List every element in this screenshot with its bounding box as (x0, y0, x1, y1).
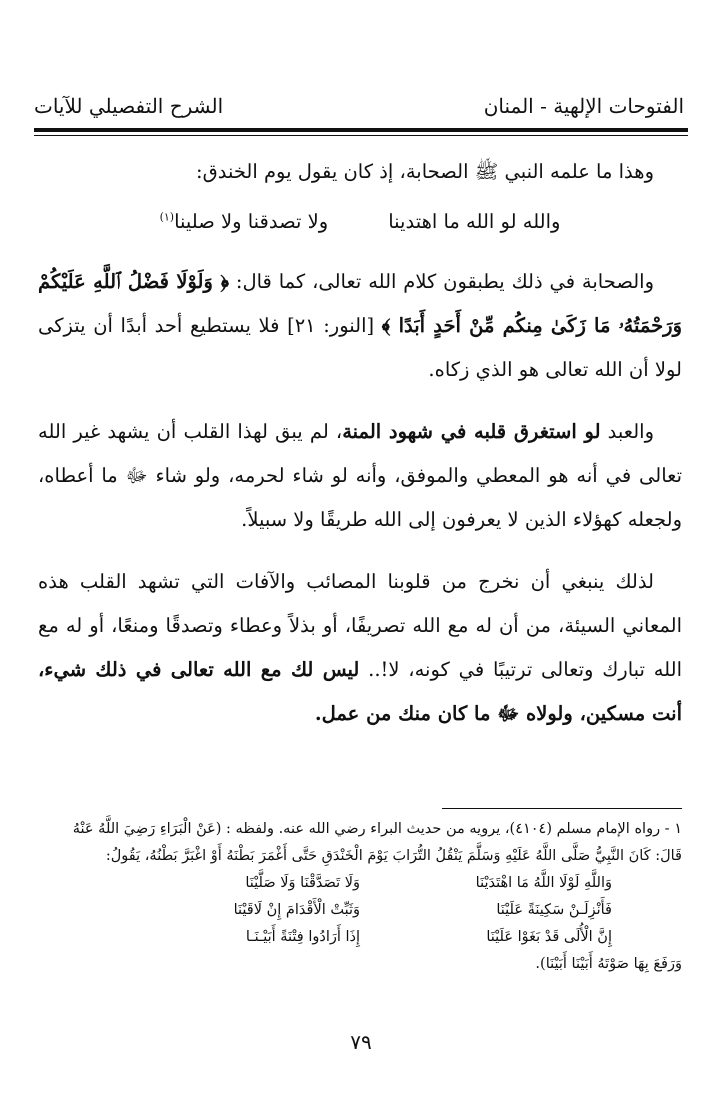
footnote-verse-2-right: فَأَنْزِلَـنْ سَكِينَةً عَلَيْنَا (496, 902, 612, 918)
book-title: الفتوحات الإلهية - المنان (483, 94, 684, 118)
chapter-title: الشرح التفصيلي للآيات (34, 94, 224, 118)
paragraph-4-text: لذلك ينبغي أن نخرج من قلوبنا المصائب والآفات التي تشهد القلب هذه المعاني السيئة، من أن له مع الله تصريفًا، أو بذلاً وعطاء وتصدقًا ومنعًا، أو له مع الله تبارك وتعالى ترتيبًا في كونه، لا!.. (38, 570, 682, 681)
footnote-block (38, 816, 682, 978)
footnote-poem (38, 870, 682, 951)
footnote-line-2: قَالَ: كَانَ النَّبِيُّ صَلَّى اللَّهُ عَلَيْهِ وَسَلَّمَ يَنْقُلُ التُّرَابَ يَوْمَ الْخَنْدَقِ حَتَّى أَغْمَرَ بَطْنَهُ أَوْ اغْبَرَّ بَطْنُهُ، يَقُولُ: (105, 848, 682, 864)
footnote-mark: (١) (159, 210, 175, 224)
poem-hemistich-right: والله لو الله ما اهتدينا (388, 210, 561, 233)
paragraph-3-rest: ، لم يبق لهذا القلب أن يشهد غير الله تعالى في أنه هو المعطي والموفق، وأنه لو شاء لحرمه، ولو شاء ﷻ ما أعطاه، ولجعله كهؤلاء الذين لا يعرفون إلى الله طريقًا ولا سبيلاً. (38, 420, 682, 531)
paragraph-2-intro: والصحابة في ذلك يطبقون كلام الله تعالى، كما قال: (229, 270, 655, 293)
poem-hemistich-left (160, 200, 329, 244)
running-header (34, 78, 684, 118)
poem-verse (38, 200, 682, 244)
footnote-line-1: ١ - رواه الإمام مسلم (٤١٠٤)، يرويه من حديث البراء رضي الله عنه. ولفظه : (عَنْ الْبَرَاءِ رَضِيَ اللَّهُ عَنْهُ (72, 821, 682, 837)
header-rule-thick (34, 128, 688, 132)
footnote-verse-1-right: وَاللَّهِ لَوْلَا اللَّهُ مَا اهْتَدَيْنَا (475, 875, 612, 891)
header-rule-thin (34, 135, 688, 136)
footnote-verse-3-left: إِذَا أَرَادُوا فِتْنَةً أَبَيْـنَـا (245, 929, 360, 945)
paragraph-3-emphasis: لو استغرق قلبه في شهود المنة (342, 420, 601, 443)
main-text (38, 150, 682, 754)
page-number: ٧٩ (350, 1030, 372, 1054)
paragraph-4 (38, 560, 682, 736)
footnote-separator (442, 808, 682, 809)
paragraph-1: وهذا ما علمه النبي ﷺ الصحابة، إذ كان يقول يوم الخندق: (196, 160, 654, 183)
paragraph-4-emphasis: ليس لك مع الله تعالى في ذلك شيء، أنت مسكين، ولولاه ﷻ ما كان منك من عمل. (38, 658, 682, 725)
paragraph-3 (38, 410, 682, 542)
paragraph-2-rest: [النور: ٢١] فلا يستطيع أحد أبدًا أن يتزكى لولا أن الله تعالى هو الذي زكاه. (38, 314, 682, 381)
paragraph-3-intro: والعبد (600, 420, 654, 443)
footnote-verse-1-left: وَلَا تَصَدَّقْنَا وَلَا صَلَّيْنَا (245, 875, 360, 891)
footnote-verse-2-left: وَثَبِّتْ الْأَقْدَامَ إِنْ لَاقَيْنَا (233, 902, 360, 918)
paragraph-2 (38, 260, 682, 392)
poem-left-text: ولا تصدقنا ولا صلينا (174, 210, 329, 233)
quran-verse: ﴿ وَلَوْلَا فَضْلُ ٱللَّهِ عَلَيْكُمْ وَرَحْمَتُهُۥ مَا زَكَىٰ مِنكُم مِّنْ أَحَدٍ أَبَدًا ﴾ (38, 270, 682, 337)
footnote-verse-3-right: إِنَّ الْأُلَى قَدْ بَغَوْا عَلَيْنَا (486, 929, 612, 945)
footnote-line-last: وَرَفَعَ بِهَا صَوْتَهُ أَبَيْنَا أَبَيْنَا). (535, 956, 682, 972)
